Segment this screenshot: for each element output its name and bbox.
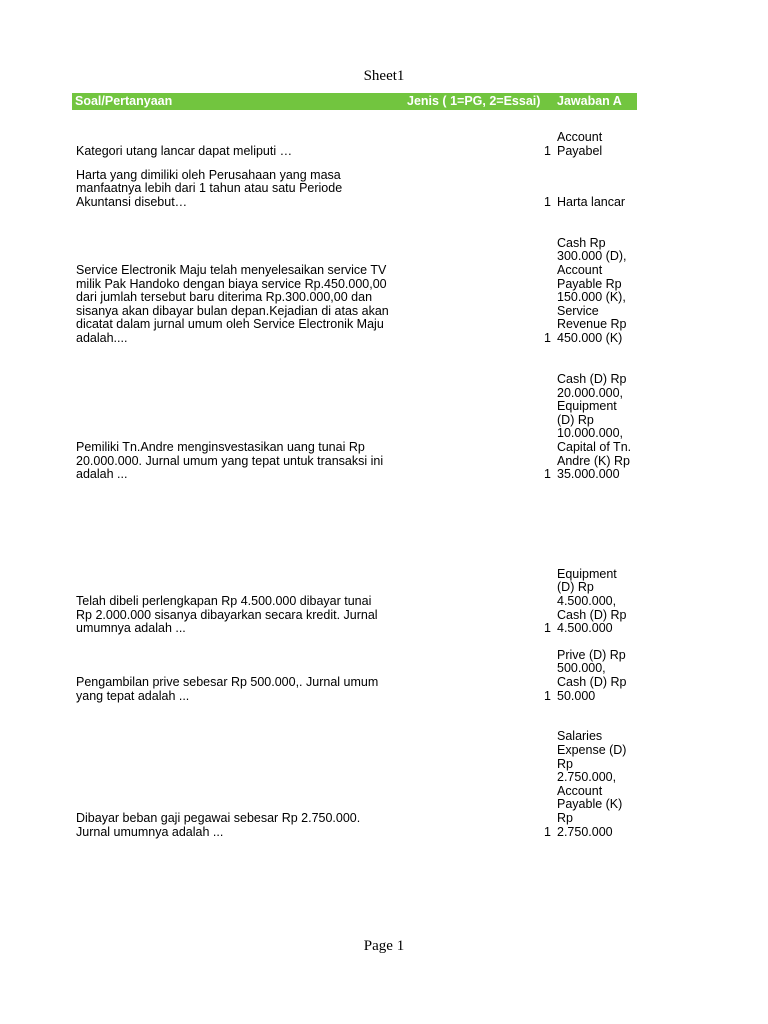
answer-line: 20.000.000, xyxy=(557,385,624,400)
answer-line: Account xyxy=(557,783,603,798)
answer-line: Equipment xyxy=(557,399,617,414)
answer-line: Cash (D) Rp xyxy=(557,372,627,386)
answer-line: Prive (D) Rp xyxy=(557,647,626,662)
answer-line: Rp xyxy=(557,756,573,771)
jenis-value: 1 xyxy=(544,467,551,482)
answer-line: Revenue Rp xyxy=(557,317,627,332)
answer-line: Cash Rp xyxy=(557,235,606,250)
question-line: dicatat dalam jurnal umum oleh Service Electronik Maju xyxy=(76,317,384,332)
question-line: Harta yang dimiliki oleh Perusahaan yang masa xyxy=(76,167,341,182)
answer-line: 4.500.000, xyxy=(557,594,617,608)
question-line: Rp 2.000.000 sisanya dibayarkan secara kredit. Jurnal xyxy=(76,607,378,622)
header-soal: Soal/Pertanyaan xyxy=(75,94,173,108)
answer-line: Salaries xyxy=(557,729,603,744)
question-line: adalah ... xyxy=(76,467,128,482)
answer-line: 4.500.000 xyxy=(557,621,613,636)
answer-line: Capital of Tn. xyxy=(557,440,632,454)
question-line: umumnya adalah ... xyxy=(76,621,186,636)
jenis-value: 1 xyxy=(544,621,551,636)
question-line: Jurnal umumnya adalah ... xyxy=(76,824,224,839)
table-header xyxy=(72,93,637,110)
answer-line: Expense (D) xyxy=(557,743,627,757)
question-line: Pemiliki Tn.Andre menginsvestasikan uang tunai Rp xyxy=(76,440,365,454)
jenis-value: 1 xyxy=(544,144,551,158)
question-line: Pengambilan prive sebesar Rp 500.000,. Jurnal umum xyxy=(76,675,379,689)
answer-line: Account xyxy=(557,263,603,277)
answer-line: 500.000, xyxy=(557,661,606,676)
answer-line: 2.750.000 xyxy=(557,824,613,839)
answer-line: 450.000 (K) xyxy=(557,331,623,345)
answer-line: 2.750.000, xyxy=(557,770,617,785)
question-line: sisanya akan dibayar bulan depan.Kejadian di atas akan xyxy=(76,303,389,318)
question-line: 20.000.000. Jurnal umum yang tepat untuk transaksi ini xyxy=(76,453,384,468)
jenis-value: 1 xyxy=(544,688,551,703)
answer-line: Cash (D) Rp xyxy=(557,675,627,689)
question-line: Kategori utang lancar dapat meliputi … xyxy=(76,144,293,158)
question-line: Service Electronik Maju telah menyelesaikan service TV xyxy=(76,263,387,277)
answer-line: Andre (K) Rp xyxy=(557,453,630,468)
answer-line: Account xyxy=(557,130,603,145)
answer-line: Equipment xyxy=(557,566,617,581)
answer-line: Rp xyxy=(557,811,573,825)
header-jawaban: Jawaban A xyxy=(557,94,622,108)
question-line: adalah.... xyxy=(76,331,128,345)
question-line: Telah dibeli perlengkapan Rp 4.500.000 dibayar tunai xyxy=(76,594,372,608)
answer-line: Payable (K) xyxy=(557,797,623,812)
answer-line: 50.000 xyxy=(557,688,596,703)
sheet-title: Sheet1 xyxy=(363,68,405,84)
page-number: Page 1 xyxy=(363,938,405,954)
question-line: manfaatnya lebih dari 1 tahun atau satu Periode xyxy=(76,181,343,196)
answer-line: 150.000 (K), xyxy=(557,290,626,305)
question-line: Dibayar beban gaji pegawai sebesar Rp 2.750.000. xyxy=(76,811,361,825)
answer-line: 10.000.000, xyxy=(557,426,624,441)
answer-line: 35.000.000 xyxy=(557,467,620,482)
jenis-value: 1 xyxy=(544,331,551,345)
answer-line: Payabel xyxy=(557,144,603,158)
question-line: yang tepat adalah ... xyxy=(76,688,190,703)
answer-line: (D) Rp xyxy=(557,580,594,595)
question-line: Akuntansi disebut… xyxy=(76,195,188,209)
header-jenis: Jenis ( 1=PG, 2=Essai) xyxy=(407,94,541,108)
jenis-value: 1 xyxy=(544,824,551,839)
question-line: dari jumlah tersebut baru diterima Rp.300.000,00 dan xyxy=(76,290,373,305)
jenis-value: 1 xyxy=(544,195,551,209)
answer-line: Cash (D) Rp xyxy=(557,607,627,622)
answer-line: Payable Rp xyxy=(557,276,622,291)
answer-line: Harta lancar xyxy=(557,195,626,209)
question-line: milik Pak Handoko dengan biaya service Rp.450.000,00 xyxy=(76,276,387,291)
answer-line: (D) Rp xyxy=(557,412,594,427)
answer-line: 300.000 (D), xyxy=(557,249,627,264)
answer-line: Service xyxy=(557,303,599,318)
